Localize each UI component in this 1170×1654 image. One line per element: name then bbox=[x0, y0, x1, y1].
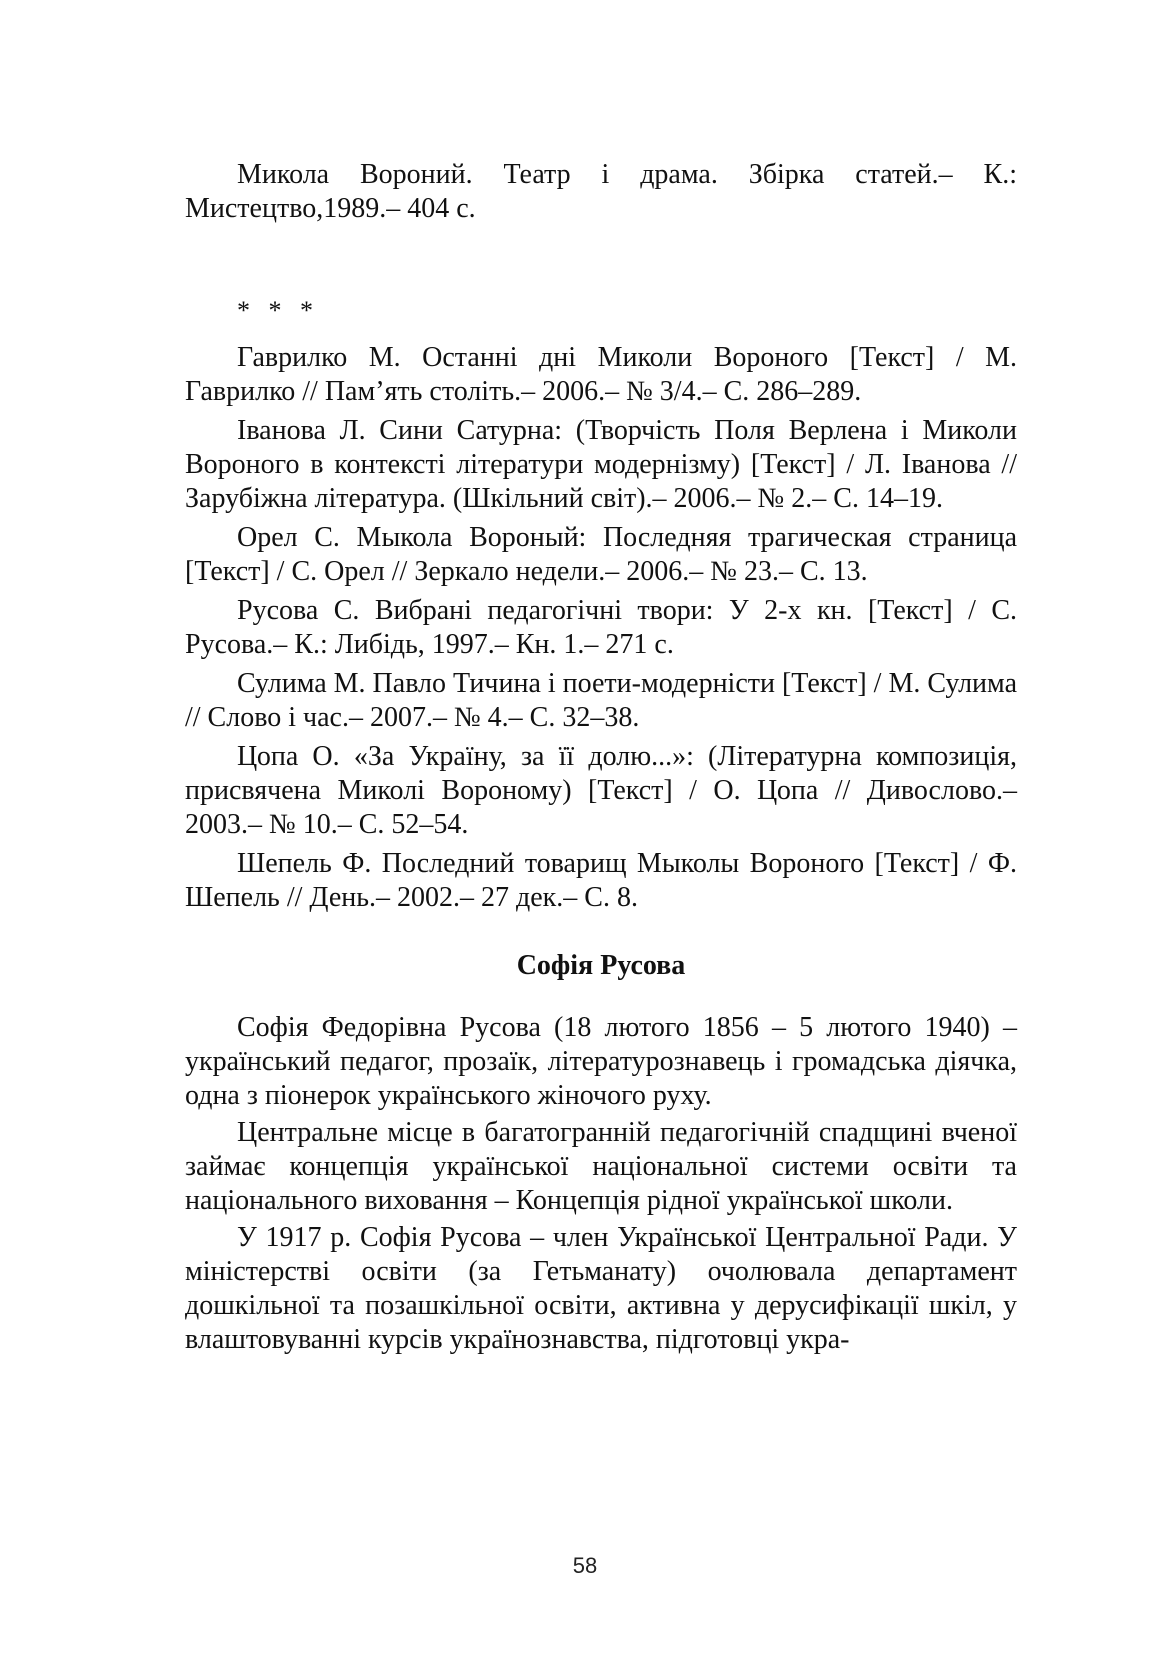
reference-item: Цопа О. «За Україну, за її долю...»: (Літературна композиція, присвячена Миколі Вороному) [Текст] / О. Цопа // Дивослово.– 2003.– № 10.– С. 52–54. bbox=[185, 741, 1017, 840]
separator: * * * bbox=[237, 296, 319, 325]
reference-item: Гаврилко М. Останні дні Миколи Вороного [Текст] / М. Гаврилко // Пам’ять століть.– 2006.– № 3/4.– С. 286–289. bbox=[185, 342, 1017, 407]
page-content bbox=[185, 158, 1017, 1357]
section-title: Софія Русова bbox=[516, 950, 686, 981]
reference-item: Іванова Л. Сини Сатурна: (Творчість Поля Верлена і Миколи Вороного в контексті літератури модернізму) [Текст] / Л. Іванова // Зарубіжна література. (Шкільний світ).– 2006.– № 2.– С. 14–19. bbox=[185, 415, 1017, 514]
first-entry: Микола Вороний. Театр і драма. Збірка статей.– К.: Мистецтво,1989.– 404 с. bbox=[185, 159, 1017, 224]
reference-item: Орел С. Мыкола Вороный: Последняя трагическая страница [Текст] / С. Орел // Зеркало недели.– 2006.– № 23.– С. 13. bbox=[185, 522, 1017, 587]
body-text bbox=[185, 1011, 1017, 1357]
body-paragraph: Центральне місце в багатогранній педагогічній спадщині вченої займає концепція української національної системи освіти та національного виховання – Концепція рідної української школи. bbox=[185, 1117, 1017, 1216]
page-number: 58 bbox=[572, 1553, 598, 1578]
body-paragraph: У 1917 р. Софія Русова – член Української Центральної Ради. У міністерстві освіти (за Гетьманату) очолювала департамент дошкільної та позашкільної освіти, активна у дерусифікації шкіл, у влаштовуванні курсів українознавства, підготовці укра- bbox=[185, 1222, 1017, 1355]
reference-item: Сулима М. Павло Тичина і поети-модерністи [Текст] / М. Сулима // Слово і час.– 2007.– № 4.– С. 32–38. bbox=[185, 668, 1017, 733]
body-paragraph: Софія Федорівна Русова (18 лютого 1856 – 5 лютого 1940) – український педагог, прозаїк, літературознавець і громадська діячка, одна з піонерок українського жіночого руху. bbox=[185, 1012, 1017, 1111]
references-list bbox=[185, 341, 1017, 915]
reference-item: Шепель Ф. Последний товарищ Мыколы Вороного [Текст] / Ф. Шепель // День.– 2002.– 27 дек.– С. 8. bbox=[185, 848, 1017, 913]
reference-item: Русова С. Вибрані педагогічні твори: У 2-х кн. [Текст] / С. Русова.– К.: Либідь, 1997.– Кн. 1.– 271 с. bbox=[185, 595, 1017, 660]
